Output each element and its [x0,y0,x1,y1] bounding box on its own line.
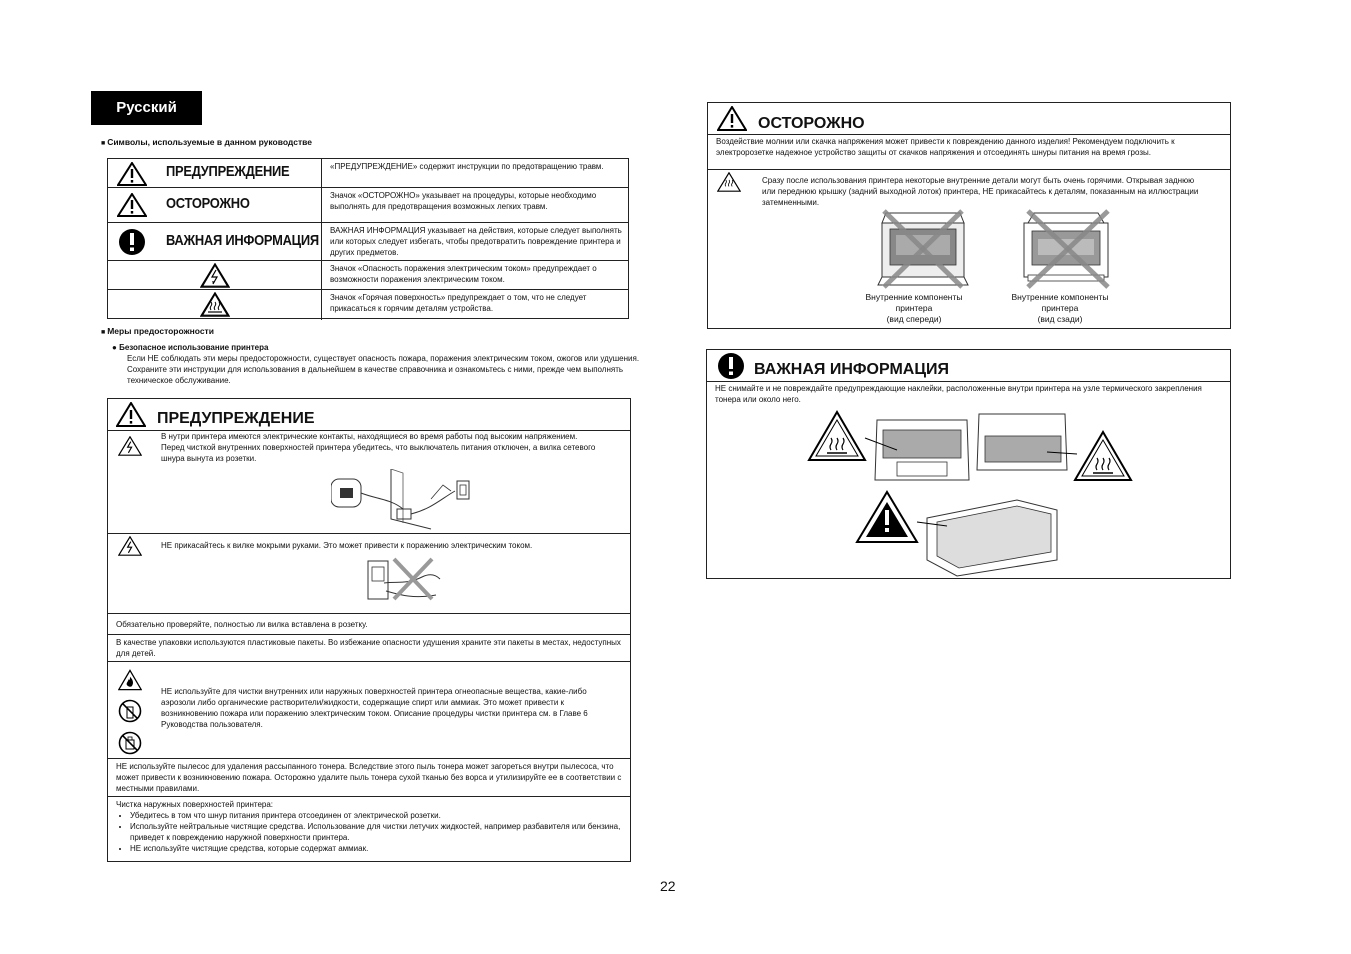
important-title-icon [717,352,745,380]
precautions-heading: ■ Меры предосторожности [101,326,214,336]
warning-item-vacuum: НЕ используйте пылесос для удаления рассыпанного тонера. Вследствие этого пыль тонера может загореться внутри пылесоса, что может привести к возникновению пожара. Осторожно удалите пыль тонера сухой тканью без ворса и утилизируйте ее в соответствии с местными правилами. [116,762,622,793]
no-solvent-icon [118,731,142,755]
fuser-labels-illustration [807,410,1137,578]
page-number: 22 [660,878,676,894]
warning-item-plug-check: Обязательно проверяйте, полностью ли вилка вставлена в розетку. [116,620,368,629]
symbol-desc-important: ВАЖНАЯ ИНФОРМАЦИЯ указывает на действия, которые следует выполнять или которых следует избегать, чтобы предотвратить повреждение принтера и других предметов. [330,226,622,257]
warning-box [107,398,631,862]
symbol-row-hot [108,290,628,320]
important-box-title: ВАЖНАЯ ИНФОРМАЦИЯ [754,361,950,378]
precautions-intro: Если НЕ соблюдать эти меры предосторожности, существует опасность пожара, поражения электрическим током, ожогов или удушения. Сохраните эти инструкции для использования в дальнейшем в качестве справочника и ознакомьтесь с ними, прежде чем выполнять техническое обслуживание. [127,354,640,385]
caution-text-hot: Сразу после использования принтера некоторые внутренние детали могут быть очень горячими. Открывая заднюю или переднюю крышку (задний выходной лоток) принтера, НЕ прикасайтесь к деталям, показанным на иллюстрации затемненными. [762,176,1199,207]
electric-hazard-icon [118,436,142,456]
important-circle-icon [118,228,146,256]
cleaning-bullets [116,810,635,854]
printer-front-illustration [876,209,970,289]
unplug-printer-illustration [331,469,477,533]
caution-triangle-icon [117,193,147,217]
symbol-row-important [108,223,628,261]
symbol-label-caution: ОСТОРОЖНО [166,195,250,212]
warning-item-flammable: НЕ используйте для чистки внутренних или наружных поверхностей принтера огнеопасные вещества, какие-либо аэрозоли либо органические растворители/жидкости, содержащие спирт или аммиак. Это может привести к возникновению пожара или поражению электрическим током. Описание процедуры чистки принтера см. в Главе 6 Руководства пользователя. [161,687,588,729]
flammable-icon [118,669,142,691]
warning-item-contacts: В нутри принтера имеются электрические контакты, находящиеся во время работы под высоким напряжением. Перед чисткой внутренних поверхностей принтера убедитесь, что выключатель питания отключен, а вилка сетевого шнура вынута из розетки. [161,432,596,463]
hot-surface-icon [717,172,741,192]
symbol-desc-warning: «ПРЕДУПРЕЖДЕНИЕ» содержит инструкции по предотвращению травм. [330,162,604,171]
language-tab: Русский [91,91,202,125]
electric-hazard-icon [118,536,142,556]
symbol-label-important: ВАЖНАЯ ИНФОРМАЦИЯ [166,232,319,249]
symbol-row-warning [108,159,628,188]
caution-title-icon [717,106,747,131]
warning-triangle-icon [117,162,147,186]
symbol-row-electric [108,261,628,290]
caution-box-title: ОСТОРОЖНО [758,115,865,132]
warning-box-title: ПРЕДУПРЕЖДЕНИЕ [157,410,315,427]
wet-hands-socket-illustration [366,555,442,603]
list-item: • НЕ используйте чистящие средства, которые содержат аммиак. [130,843,635,854]
symbol-desc-hot: Значок «Горячая поверхность» предупреждает о том, что не следует прикасаться к горячим деталям устройства. [330,293,587,313]
important-box [706,349,1231,579]
warning-title-icon [116,402,146,427]
symbol-desc-electric: Значок «Опасность поражения электрическим током» предупреждает о возможности поражения электрическим током. [330,264,597,284]
electric-hazard-icon [200,263,230,288]
symbol-label-warning: ПРЕДУПРЕЖДЕНИЕ [166,163,290,180]
caption-back-view: Внутренние компоненты принтера (вид сзади) [1011,292,1109,324]
symbol-row-caution [108,188,628,223]
warning-item-plastic-bags: В качестве упаковки используются пластиковые пакеты. Во избежание опасности удушения храните эти пакеты в местах, недоступных для детей. [116,638,621,658]
symbol-desc-caution: Значок «ОСТОРОЖНО» указывает на процедуры, которые необходимо выполнять для предотвращения возможных легких травм. [330,191,597,211]
no-aerosol-icon [118,699,142,723]
caution-text-lightning: Воздействие молнии или скачка напряжения может привести к повреждению данного изделия! Рекомендуем подключить к электророзетке надежное устройство защиты от скачков напряжения и отсоединять шнуры питания на время грозы. [716,137,1175,157]
caption-front-view: Внутренние компоненты принтера (вид спереди) [865,292,963,324]
symbols-heading: ■ Символы, используемые в данном руководстве [101,137,312,147]
important-text-labels: НЕ снимайте и не повреждайте предупреждающие наклейки, расположенные внутри принтера на узле термического закрепления тонера или около него. [715,384,1202,404]
caution-box [707,102,1231,329]
list-item: • Убедитесь в том что шнур питания принтера отсоединен от электрической розетки. [130,810,635,821]
printer-back-illustration [1020,209,1112,289]
hot-surface-icon [200,292,230,317]
list-item: • Используйте нейтральные чистящие средства. Использование для чистки летучих жидкостей, например разбавителя или бензина, приведет к повреждению наружной поверхности принтера. [130,821,635,843]
safe-use-subheading: ● Безопасное использование принтера [112,343,269,352]
symbols-table [107,158,629,319]
warning-item-cleaning-title: Чистка наружных поверхностей принтера: [116,800,274,809]
warning-item-wet-hands: НЕ прикасайтесь к вилке мокрыми руками. Это может привести к поражению электрическим током. [161,541,533,550]
